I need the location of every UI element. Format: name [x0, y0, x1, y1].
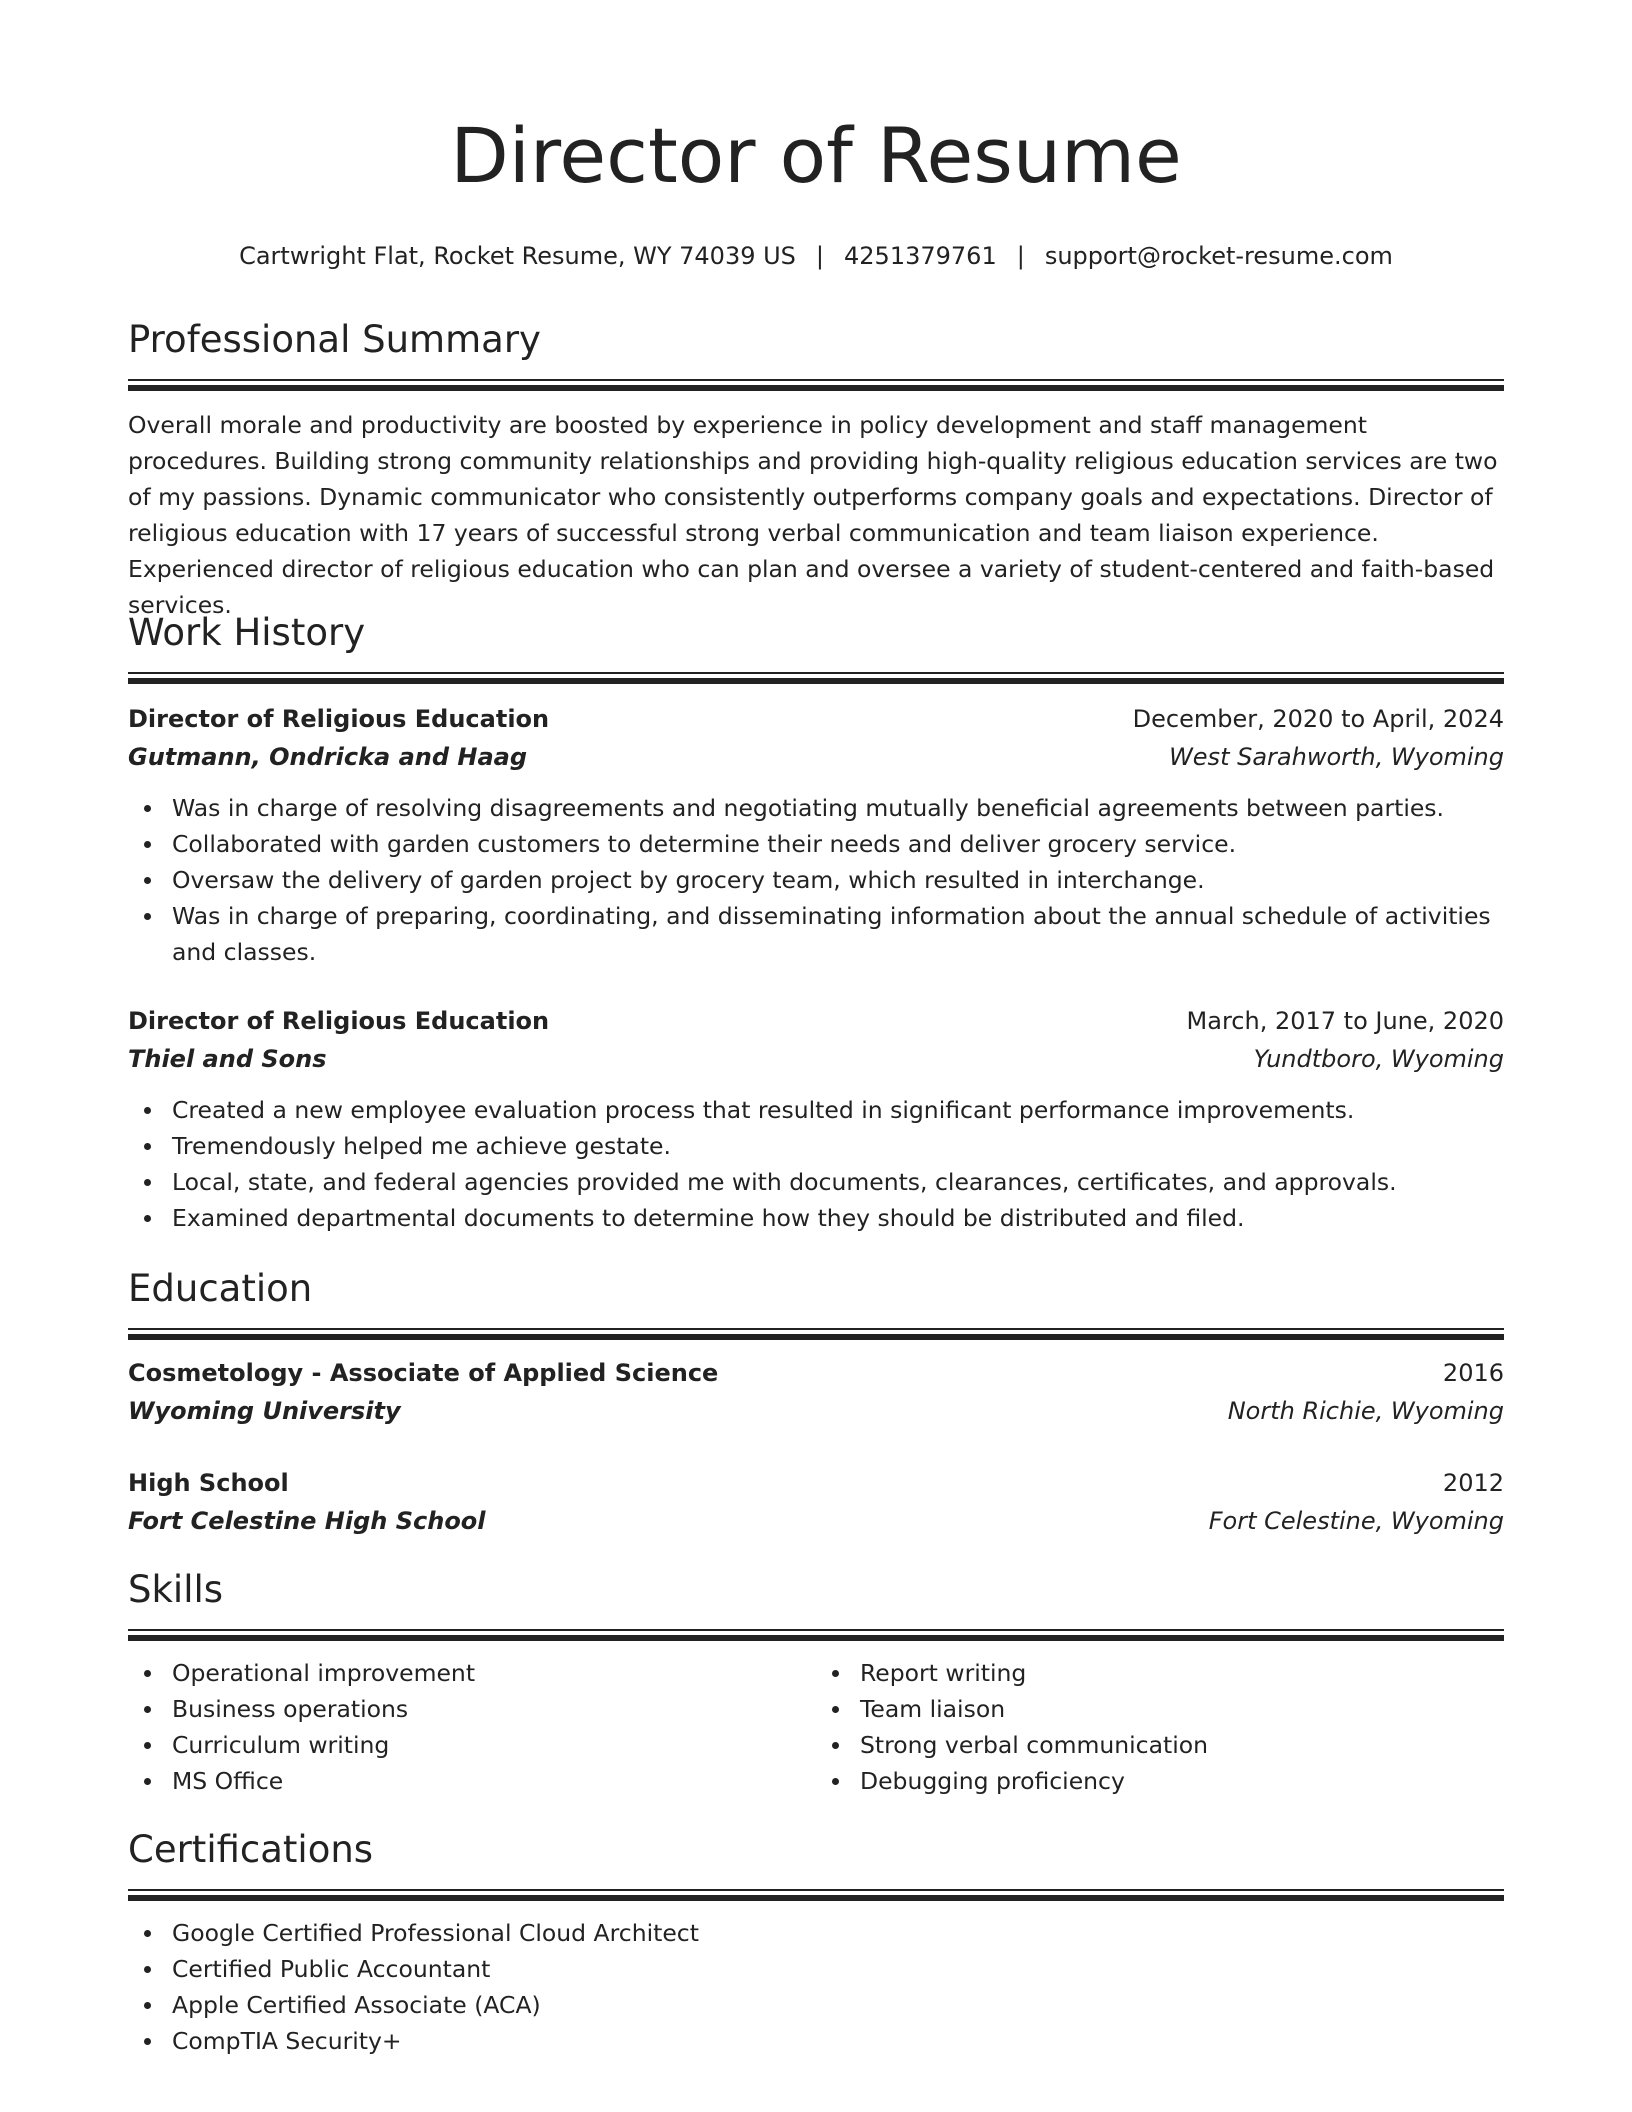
job-location: Yundtboro, Wyoming: [1253, 1045, 1504, 1073]
certification-item: CompTIA Security+: [172, 2023, 1504, 2059]
job-title: Director of Religious Education: [128, 1007, 550, 1035]
job-bullet: Oversaw the delivery of garden project by grocery team, which resulted in interchange.: [172, 862, 1504, 898]
job-bullets: [128, 1092, 1504, 1236]
skill-item: Report writing: [860, 1655, 1504, 1691]
job-dates: March, 2017 to June, 2020: [1186, 1007, 1504, 1035]
skill-item: Debugging proficiency: [860, 1763, 1504, 1799]
section-divider: [128, 1889, 1504, 1891]
job-company: Gutmann, Ondricka and Haag: [128, 743, 528, 771]
section-divider: [128, 379, 1504, 381]
section-divider-thick: [128, 1895, 1504, 1901]
skill-item: Operational improvement: [172, 1655, 816, 1691]
education-school: Fort Celestine High School: [128, 1507, 486, 1535]
section-title-summary: Professional Summary: [128, 318, 541, 361]
contact-address: Cartwright Flat, Rocket Resume, WY 74039 US: [239, 242, 796, 270]
section-divider: [128, 672, 1504, 674]
section-divider-thick: [128, 385, 1504, 391]
certifications-section: [128, 1827, 1504, 2059]
summary-section: [128, 317, 1504, 647]
certifications-list: [128, 1915, 1504, 2059]
candidate-name: Director of Resume: [450, 111, 1182, 200]
contact-separator: |: [1016, 242, 1025, 270]
job-dates: December, 2020 to April, 2024: [1132, 705, 1504, 733]
skills-column-right: [816, 1655, 1504, 1799]
education-school-row: [128, 1502, 1504, 1540]
certification-item: Google Certified Professional Cloud Architect: [172, 1915, 1504, 1951]
education-school: Wyoming University: [128, 1397, 401, 1425]
education-header-row: [128, 1464, 1504, 1502]
education-location: Fort Celestine, Wyoming: [1208, 1507, 1504, 1535]
job-bullet: Was in charge of preparing, coordinating, and disseminating information about the annual schedule of activities and classes.: [172, 898, 1504, 970]
education-entry: [128, 1354, 1504, 1430]
section-title-certifications: Certifications: [128, 1828, 374, 1871]
contact-separator: |: [815, 242, 825, 270]
contact-phone: 4251379761: [844, 242, 997, 270]
job-title: Director of Religious Education: [128, 705, 550, 733]
job-bullet: Tremendously helped me achieve gestate.: [172, 1128, 1504, 1164]
certification-item: Apple Certified Associate (ACA): [172, 1987, 1504, 2023]
skill-item: Strong verbal communication: [860, 1727, 1504, 1763]
section-divider: [128, 1629, 1504, 1631]
skill-item: Business operations: [172, 1691, 816, 1727]
education-degree: Cosmetology - Associate of Applied Science: [128, 1359, 719, 1387]
education-year: 2016: [1442, 1359, 1504, 1387]
job-entry: [128, 1002, 1504, 1236]
section-title-education: Education: [128, 1267, 313, 1310]
section-title-work-history: Work History: [128, 611, 366, 654]
section-divider-thick: [128, 1334, 1504, 1340]
job-company: Thiel and Sons: [128, 1045, 327, 1073]
job-company-row: [128, 738, 1504, 776]
skills-section: [128, 1567, 1504, 1799]
education-header-row: [128, 1354, 1504, 1392]
skills-column-left: [128, 1655, 816, 1799]
job-entry: [128, 700, 1504, 970]
job-location: West Sarahworth, Wyoming: [1169, 743, 1504, 771]
job-company-row: [128, 1040, 1504, 1078]
section-divider: [128, 1328, 1504, 1330]
job-bullet: Created a new employee evaluation process that resulted in significant performance improvements.: [172, 1092, 1504, 1128]
job-header-row: [128, 1002, 1504, 1040]
education-degree: High School: [128, 1469, 289, 1497]
section-divider-thick: [128, 678, 1504, 684]
skill-item: Team liaison: [860, 1691, 1504, 1727]
skills-grid: [128, 1655, 1504, 1799]
education-section: [128, 1266, 1504, 1540]
summary-text: Overall morale and productivity are boosted by experience in policy development and staff management procedures. Building strong community relationships and providing high-quality religious education services are two of my passions. Dynamic communicator who consistently outperforms company goals and expectations. Director of religious education with 17 years of successful strong verbal communication and team liaison experience. Experienced director of religious education who can plan and oversee a variety of student-centered and faith-based services.: [128, 411, 1498, 619]
job-bullet: Examined departmental documents to determine how they should be distributed and filed.: [172, 1200, 1504, 1236]
section-title-skills: Skills: [128, 1568, 224, 1611]
section-divider-thick: [128, 1635, 1504, 1641]
education-year: 2012: [1442, 1469, 1504, 1497]
certification-item: Certified Public Accountant: [172, 1951, 1504, 1987]
job-bullet: Was in charge of resolving disagreements and negotiating mutually beneficial agreements between parties.: [172, 790, 1504, 826]
education-location: North Richie, Wyoming: [1227, 1397, 1504, 1425]
contact-email[interactable]: support@rocket-resume.com: [1044, 242, 1393, 270]
job-bullet: Local, state, and federal agencies provided me with documents, clearances, certificates, and approvals.: [172, 1164, 1504, 1200]
work-history-section: [128, 610, 1504, 1236]
contact-line: [128, 240, 1504, 272]
job-bullet: Collaborated with garden customers to determine their needs and deliver grocery service.: [172, 826, 1504, 862]
education-entry: [128, 1464, 1504, 1540]
education-school-row: [128, 1392, 1504, 1430]
skill-item: MS Office: [172, 1763, 816, 1799]
skill-item: Curriculum writing: [172, 1727, 816, 1763]
job-header-row: [128, 700, 1504, 738]
job-bullets: [128, 790, 1504, 970]
